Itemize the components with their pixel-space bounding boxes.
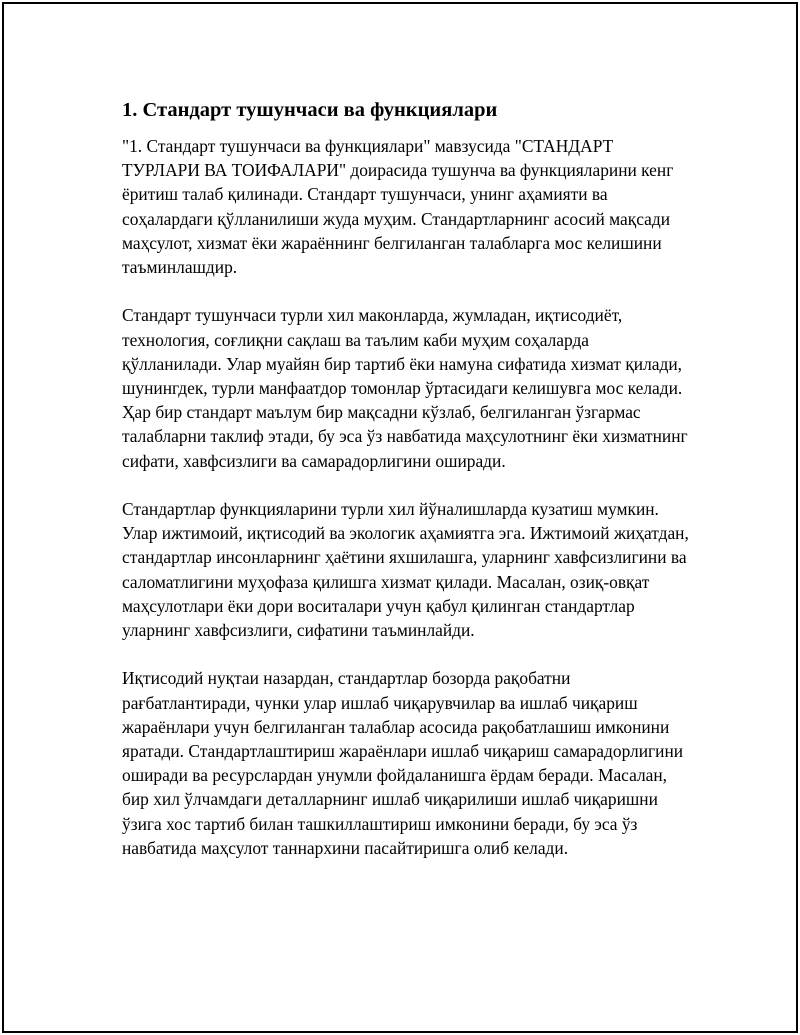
paragraph-4: Иқтисодий нуқтаи назардан, стандартлар бозорда рақобатни рағбатлантиради, чунки улар ишлаб чиқарувчилар ва ишлаб чиқариш жараёнлари учун белгиланган талаблар асосида рақобатлашиш имконини яратади. Стандартлаштириш жараёнлари ишлаб чиқариш самарадорлигини оширади ва ресурслардан унумли фойдаланишга ёрдам беради. Масалан, бир хил ўлчамдаги деталларнинг ишлаб чиқарилиши ишлаб чиқаришни ўзига хос тартиб билан ташкиллаштириш имконини беради, бу эса ўз навбатида маҳсулот таннархини пасайтиришга олиб келади. (122, 668, 684, 858)
document-title: 1. Стандарт тушунчаси ва функциялари (122, 99, 498, 121)
page-frame (2, 2, 798, 1033)
paragraph-3: Стандартлар функцияларини турли хил йўналишларда кузатиш мумкин. Улар ижтимоий, иқтисодий ва экологик аҳамиятга эга. Ижтимоий жиҳатдан, стандартлар инсонларнинг ҳаётини яхшилашга, уларнинг хавфсизлигини ва саломатлигини муҳофаза қилишга хизмат қилади. Масалан, озиқ-овқат маҳсулотлари ёки дори воситалари учун қабул қилинган стандартлар уларнинг хавфсизлиги, сифатини таъминлайди. (122, 499, 689, 641)
paragraph-1: "1. Стандарт тушунчаси ва функциялари" мавзусида "СТАНДАРТ ТУРЛАРИ ВА ТОИФАЛАРИ" доирасида тушунча ва функцияларини кенг ёритиш талаб қилинади. Стандарт тушунчаси, унинг аҳамияти ва соҳалардаги қўлланилиши жуда муҳим. Стандартларнинг асосий мақсади маҳсулот, хизмат ёки жараённинг белгиланган талабларга мос келишини таъминлашдир. (122, 136, 674, 278)
document-body (122, 96, 692, 884)
paragraph-2: Стандарт тушунчаси турли хил маконларда, жумладан, иқтисодиёт, технология, соғлиқни сақлаш ва таълим каби муҳим соҳаларда қўлланилади. Улар муайян бир тартиб ёки намуна сифатида хизмат қилади, шунингдек, турли манфаатдор томонлар ўртасидаги келишувга мос келади. Ҳар бир стандарт маълум бир мақсадни кўзлаб, белгиланган ўзгармас талабларни таклиф этади, бу эса ўз навбатида маҳсулотнинг ёки хизматнинг сифати, хавфсизлиги ва самарадорлигини оширади. (122, 305, 688, 471)
